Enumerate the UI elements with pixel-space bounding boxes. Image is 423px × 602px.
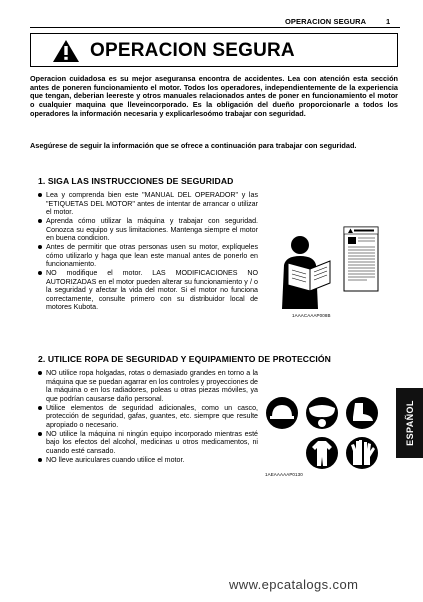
list-item: Antes de permitir que otras personas usen su motor, explíqueles cómo utilizarlo y haga que lean este manual antes de ponerlo en funcionamiento.	[38, 243, 258, 269]
reading-manual-illustration	[272, 225, 382, 313]
page-number: 1	[386, 17, 391, 26]
goggles-icon	[306, 397, 338, 429]
section-1-title: 1. SIGA LAS INSTRUCCIONES DE SEGURIDAD	[38, 176, 234, 186]
page-title: OPERACION SEGURA	[90, 40, 295, 61]
safety-boot-icon	[346, 397, 378, 429]
gloves-icon	[346, 437, 378, 469]
intro-paragraph: Operacion cuidadosa es su mejor aseguransa encontra de accidentes. Lea con atención esta sección antes de poneren funcionamiento el motor. Todos los operadores, independientemente de la experiencia que tengan, deberian leereste y otros manuales relacionados antes de poner en funcionamiento el motor o cualquier maquina que lleveincorporado. Es la obligación del dueño proporcionarle a todos los operadores la información necesaria y explicarlesoómo trabajar con seguridad.	[30, 74, 398, 118]
list-item: NO utilice la máquina ni ningún equipo incorporado mientras esté bajo los efectos del alcohol, medicinas u otros medicamentos, ni cuando esté cansado.	[38, 430, 258, 456]
list-item: NO lleve auriculares cuando utilice el motor.	[38, 456, 258, 465]
list-item: Aprenda cómo utilizar la máquina y trabajar con seguridad. Conozca su equipo y sus limitaciones. Mantenga siempre el motor en buena condicion.	[38, 217, 258, 243]
list-item: Utilice elementos de seguridad adicionales, como un casco, protección de seguridad, gafas, guantes, etc. siempre que resulte apropiado o necesario.	[38, 404, 258, 430]
protective-equipment-icons	[264, 395, 392, 471]
coverall-icon	[306, 437, 338, 469]
intro-note: Asegúrese de seguir la información que se ofrece a continuación para trabajar con seguridad.	[30, 141, 357, 150]
footer-website: www.epcatalogs.com	[229, 577, 359, 592]
section-2-title: 2. UTILICE ROPA DE SEGURIDAD Y EQUIPAMIENTO DE PROTECCIÓN	[38, 354, 331, 364]
helmet-icon	[266, 397, 298, 429]
image-caption-1: 1AAACAAAP008B	[292, 313, 331, 318]
list-item: Lea y comprenda bien este "MANUAL DEL OPERADOR" y las "ETIQUETAS DEL MOTOR" antes de intentar de arrancar o utilizar el motor.	[38, 191, 258, 217]
list-item: NO utilice ropa holgadas, rotas o demasiado grandes en torno a la máquina que se puedan agarrar en los controles y proyecciones de la máquina o en los radiadores, poleas u otras piezas móviles, ya que podrían causarse daño personal.	[38, 369, 258, 403]
section-1-bullets	[38, 191, 258, 312]
language-tab-label: ESPAÑOL	[404, 400, 415, 446]
section-2-bullets	[38, 369, 258, 465]
warning-icon	[52, 39, 80, 63]
header-title: OPERACION SEGURA	[285, 17, 367, 26]
list-item: NO modifique el motor. LAS MODIFICACIONES NO AUTORIZADAS en el motor pueden alterar su funcionamiento y / o la seguridad y afectar la vida del motor. Si el motor no funciona correctamente, consulte primero con su distribuidor local de motores Kubota.	[38, 269, 258, 312]
image-caption-2: 1AEAAAAAP0130	[265, 472, 303, 477]
header-divider	[30, 27, 400, 28]
